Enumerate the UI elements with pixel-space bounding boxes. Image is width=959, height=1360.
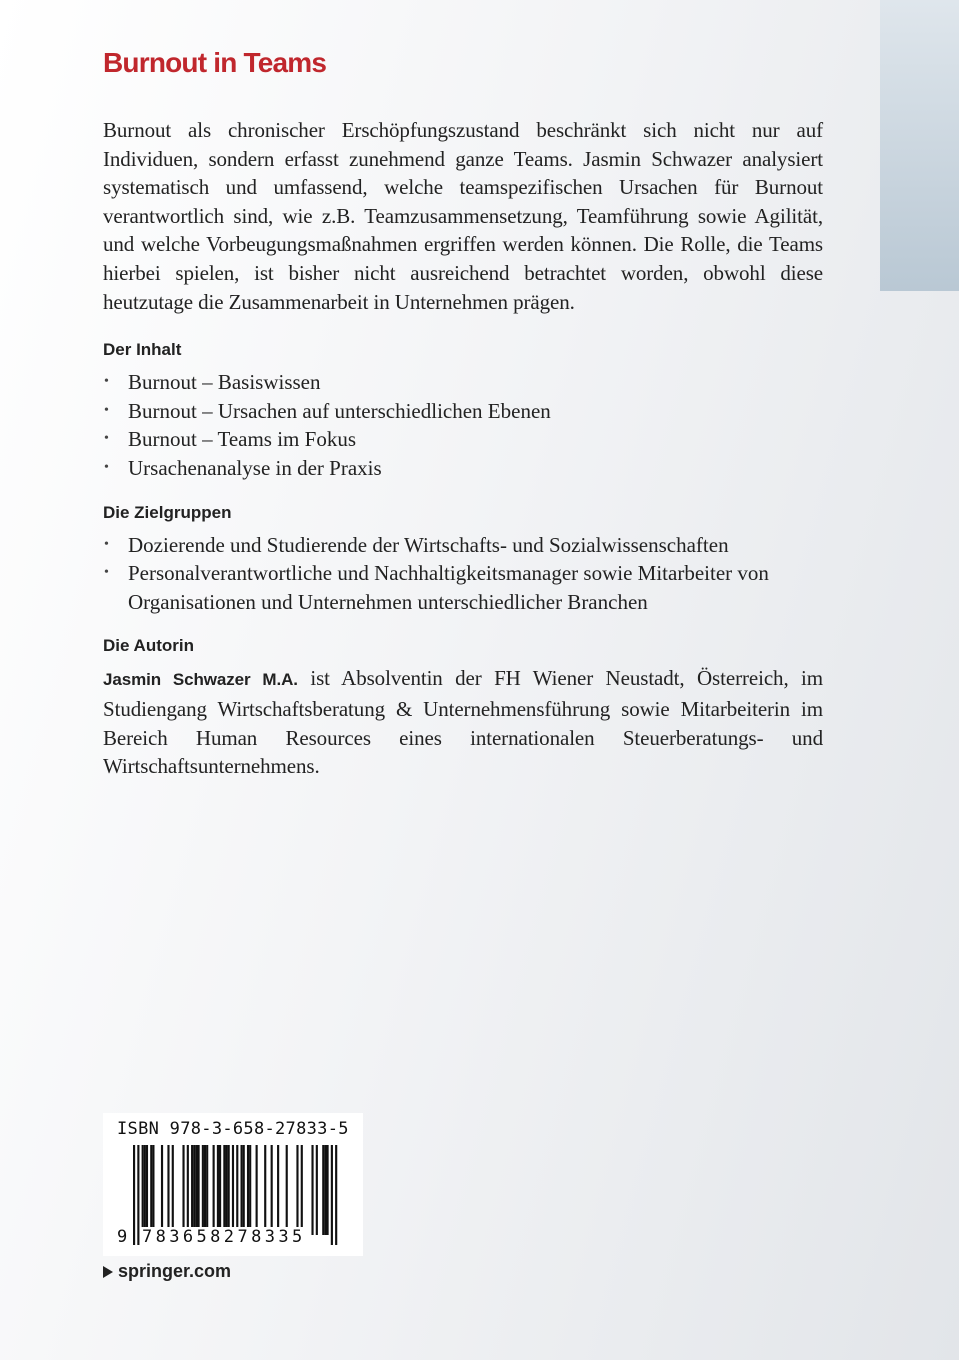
barcode-bar xyxy=(249,1145,251,1235)
barcode-bar xyxy=(172,1145,174,1235)
author-bio: ist Absolventin der FH Wiener Neustadt, Österreich, im Studiengang Wirtschaftsberatung & Unternehmensführung sowie Mitarbeiterin im Bereich Human Resources eines internationalen Steuerberatungs- und Wirtschaftsunternehmens. xyxy=(103,666,823,779)
barcode-bar xyxy=(213,1145,215,1235)
barcode-bar xyxy=(146,1145,148,1235)
barcode-bar xyxy=(286,1145,288,1235)
barcode-bar xyxy=(225,1145,227,1235)
barcode-bar xyxy=(331,1145,333,1245)
author-name: Jasmin Schwazer M.A. xyxy=(103,670,298,690)
barcode-bar xyxy=(271,1145,273,1235)
author-paragraph xyxy=(103,664,823,780)
barcode-bar xyxy=(228,1145,230,1235)
barcode-bar xyxy=(142,1145,144,1235)
barcode-bar xyxy=(324,1145,326,1235)
barcode-bar xyxy=(152,1145,154,1235)
barcode-bar xyxy=(161,1145,163,1235)
barcode-bar xyxy=(277,1145,279,1235)
barcode-bar xyxy=(150,1145,152,1235)
audience-list xyxy=(103,531,823,617)
triangle-right-icon xyxy=(103,1266,113,1278)
barcode-bar xyxy=(204,1145,206,1235)
barcode-bar xyxy=(311,1145,313,1235)
content-heading: Der Inhalt xyxy=(103,340,182,360)
publisher-link[interactable] xyxy=(103,1261,231,1282)
book-title: Burnout in Teams xyxy=(103,47,327,78)
barcode-bar xyxy=(327,1145,329,1235)
barcode-bar xyxy=(217,1145,219,1235)
list-item: • Ursachenanalyse in der Praxis xyxy=(103,454,823,483)
author-heading: Die Autorin xyxy=(103,636,194,656)
publisher-link-text: springer.com xyxy=(118,1261,232,1281)
barcode-bar xyxy=(264,1145,266,1235)
list-item: • Personalverantwortliche und Nachhaltigkeitsmanager sowie Mitarbeiter von Organisationen und Unternehmen unterschiedlicher Branchen xyxy=(103,559,823,616)
barcode-bar xyxy=(247,1145,249,1235)
list-item: • Dozierende und Studierende der Wirtschafts- und Sozialwissenschaften xyxy=(103,531,823,560)
barcode-bar xyxy=(316,1145,318,1235)
barcode-bar xyxy=(219,1145,221,1235)
isbn-barcode xyxy=(103,1113,363,1256)
barcode-bar xyxy=(193,1145,195,1235)
barcode-bar xyxy=(223,1145,225,1235)
list-item: • Burnout – Basiswissen xyxy=(103,368,823,397)
barcode-bar xyxy=(144,1145,146,1235)
back-cover-text xyxy=(103,44,823,781)
barcode-bar xyxy=(202,1145,204,1235)
barcode-bar xyxy=(133,1145,135,1245)
list-item: • Burnout – Teams im Fokus xyxy=(103,425,823,454)
barcode-bar xyxy=(182,1145,184,1235)
barcode-first-digit: 9 xyxy=(117,1227,128,1247)
intro-paragraph: Burnout als chronischer Erschöpfungszustand beschränkt sich nicht nur auf Individuen, sondern erfasst zunehmend ganze Teams. Jasmin Schwazer analysiert systematisch und umfassend, welche teamspezifischen Ursachen für Burnout verantwortlich sind, wie z.B. Teamzusammensetzung, Teamführung sowie Agilität, und welche Vorbeugungsmaßnahmen ergriffen werden können. Die Rolle, die Teams hierbei spielen, ist bisher nicht ausreichend betrachtet worden, obwohl diese heutzutage die Zusammenarbeit in Unternehmen prägen. xyxy=(103,118,823,314)
barcode-bar xyxy=(256,1145,258,1235)
barcode-bar xyxy=(206,1145,208,1235)
barcode-bar xyxy=(195,1145,197,1235)
barcode-bar xyxy=(243,1145,245,1235)
barcode-digits: 783658278335 xyxy=(142,1227,306,1247)
barcode-bar xyxy=(301,1145,303,1235)
barcode-bar xyxy=(322,1145,324,1235)
barcode-bar xyxy=(198,1145,200,1235)
barcode-bar xyxy=(296,1145,298,1235)
barcode-bar xyxy=(167,1145,169,1235)
barcode-bar xyxy=(335,1145,337,1245)
list-item: • Burnout – Ursachen auf unterschiedlichen Ebenen xyxy=(103,397,823,426)
barcode-bar xyxy=(191,1145,193,1235)
side-tab xyxy=(880,0,959,291)
isbn-label: ISBN 978-3-658-27833-5 xyxy=(117,1119,349,1139)
content-list xyxy=(103,368,823,482)
barcode-bar xyxy=(187,1145,189,1235)
audience-heading: Die Zielgruppen xyxy=(103,502,232,522)
barcode-bar xyxy=(241,1145,243,1235)
